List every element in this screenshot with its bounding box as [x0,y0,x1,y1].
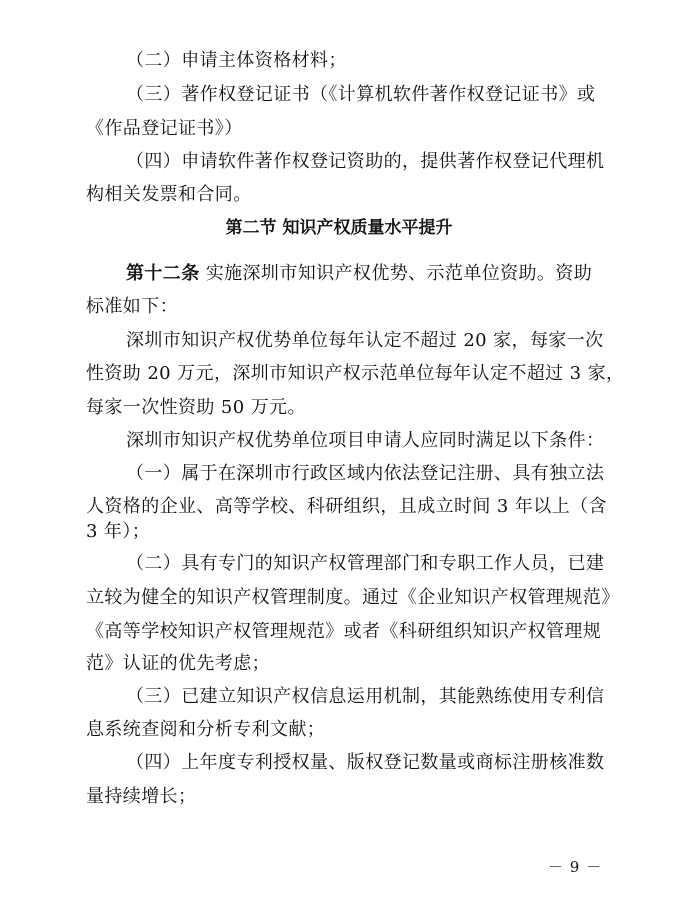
article-line [126,263,606,285]
text-line: 深圳市知识产权优势单位项目申请人应同时满足以下条件： [126,430,605,451]
text-line: 构相关发票和合同。 [86,184,252,205]
text-line: 《作品登记证书》） [86,118,243,139]
text-line: 标准如下： [86,296,178,317]
text-line: 每家一次性资助 50 万元。 [86,397,306,418]
text-line: 3 年）； [86,521,151,542]
text-line: （四）上年度专利授权量、版权登记数量或商标注册核准数 [126,752,605,773]
text-line: 息系统查阅和分析专利文献； [86,719,326,740]
section-heading: 第二节 知识产权质量水平提升 [225,218,453,238]
text-line: 深圳市知识产权优势单位每年认定不超过 20 家，每家一次 [126,330,604,351]
text-line: （三）著作权登记证书（《计算机软件著作权登记证书》或 [126,84,596,105]
text-line: （二）具有专门的知识产权管理部门和专职工作人员，已建 [126,553,605,574]
text-line: （二）申请主体资格材料； [126,50,347,71]
text-line: 性资助 20 万元，深圳市知识产权示范单位每年认定不超过 3 家， [86,363,625,384]
text-line: （一）属于在深圳市行政区域内依法登记注册、具有独立法 [126,463,605,484]
text-line: （四）申请软件著作权登记资助的，提供著作权登记代理机 [126,151,605,172]
text-line: 《高等学校知识产权管理规范》或者《科研组织知识产权管理规 [86,621,602,642]
page-number: － 9 － [548,858,603,876]
article-number: 第十二条 [126,263,200,284]
text-line: 量持续增长； [86,786,197,807]
text-line: 立较为健全的知识产权管理制度。通过《企业知识产权管理规范》 [86,587,620,608]
text-line: （三）已建立知识产权信息运用机制，其能熟练使用专利信 [126,686,605,707]
text-line: 范》认证的优先考虑； [86,653,270,674]
text-line: 人资格的企业、高等学校、科研组织，且成立时间 3 年以上（含 [86,496,607,517]
article-text: 实施深圳市知识产权优势、示范单位资助。资助 [199,263,593,284]
